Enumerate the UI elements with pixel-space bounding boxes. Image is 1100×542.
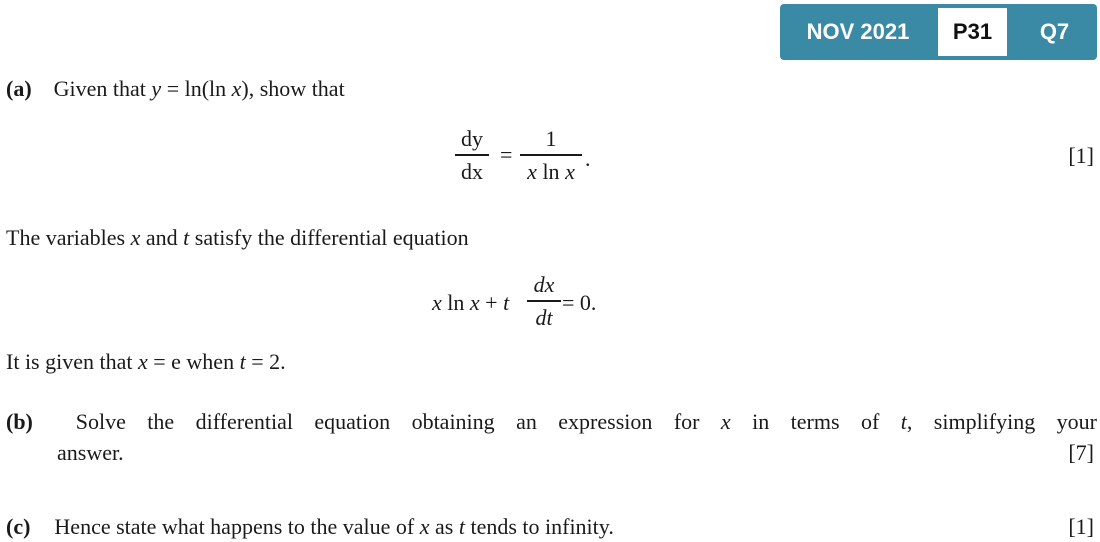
part-c-line: (c) Hence state what happens to the value of x as t tends to infinity. (6, 514, 614, 539)
deriv-numerator: dy (461, 126, 483, 151)
part-a-label: (a) (6, 76, 32, 101)
part-a-marks: [1] (1068, 143, 1094, 168)
rhs-numerator: 1 (545, 126, 557, 151)
var-y: y (151, 76, 162, 101)
badge-question: Q7 (1039, 19, 1070, 44)
part-a-text: ), show that (241, 76, 345, 101)
intro-line: The variables x and t satisfy the differential equation (6, 225, 469, 250)
part-a-text: = ln(ln (161, 76, 232, 101)
var-x: x (231, 76, 242, 101)
part-c-label: (c) (6, 514, 31, 539)
part-b-line1: (b) Solve the differential equation obtaining an expression for x in terms of t, simplifying your (6, 409, 1097, 434)
equals-sign: = (500, 142, 513, 167)
part-b-line2: answer. (57, 440, 124, 465)
deriv-denominator: dx (461, 159, 483, 184)
fraction-bar (520, 154, 582, 156)
badge-paper: P31 (938, 8, 1007, 56)
de-denominator: dt (535, 305, 553, 330)
period: . (585, 146, 591, 171)
de-numerator: dx (533, 272, 555, 297)
question-badge (780, 4, 1097, 60)
part-a-line (6, 76, 345, 102)
part-b-label: (b) (6, 409, 33, 434)
given-line: It is given that x = e when t = 2. (6, 349, 286, 374)
fraction-bar (455, 154, 489, 156)
part-a-text: Given that (53, 76, 152, 101)
part-c-marks: [1] (1068, 514, 1094, 539)
badge-session: NOV 2021 (806, 19, 910, 44)
de-lhs: x ln x + t (432, 290, 510, 315)
part-b-marks: [7] (1068, 440, 1094, 465)
fraction-bar (527, 300, 561, 302)
de-rhs: = 0. (562, 290, 597, 315)
rhs-denominator: x ln x (527, 159, 575, 184)
